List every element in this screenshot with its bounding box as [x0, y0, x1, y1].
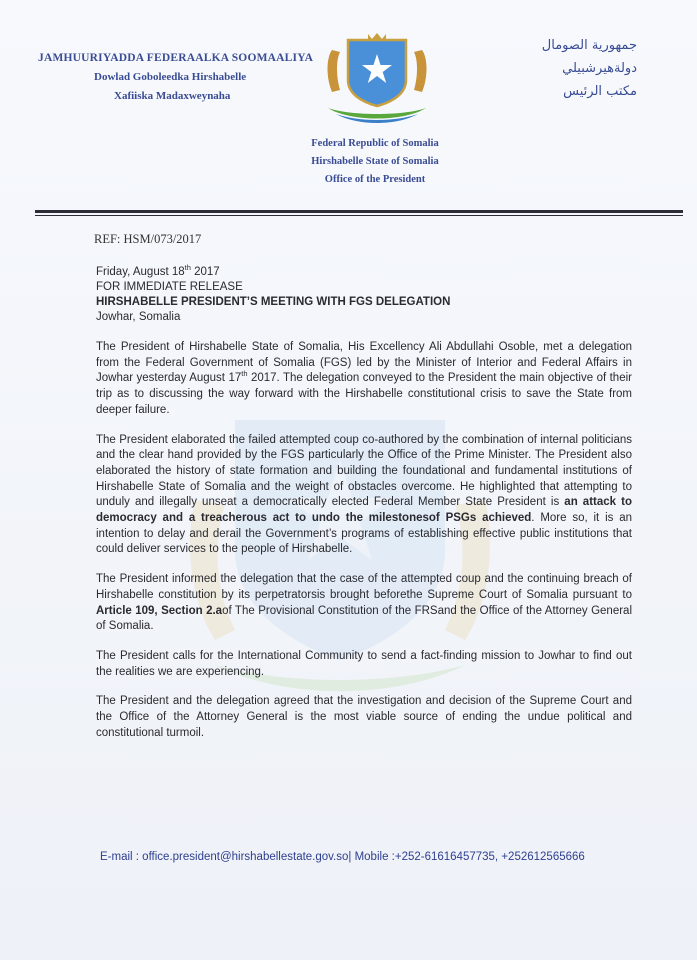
paragraph-2: [96, 433, 632, 559]
paragraph-1-text-a: The President of Hirshabelle State of Somalia, His Excellency Ali Abdullahi Osoble, met a delegation from the Federal Government of Somalia (FGS) led by the Minister of Interior and Federal Affairs in Jowhar yesterday August 17: [96, 341, 632, 385]
header-arabic-line2: دولةهيرشبيلي: [562, 61, 637, 76]
paragraph-3: [96, 572, 632, 635]
contact-footer: E-mail : office.president@hirshabellestate.gov.so| Mobile :+252-61616457735, +252612565666: [100, 851, 585, 863]
paragraph-1-sup: th: [241, 369, 248, 379]
release-meta: [96, 265, 450, 325]
release-label: FOR IMMEDIATE RELEASE: [96, 281, 243, 293]
paragraph-2-text-a: The President elaborated the failed attempted coup co-authored by the combination of internal politicians and the clear hand provided by the FGS particularly the Office of the Prime Minister. The President also elaborated the history of state formation and building the foundational and fundamental institutions of Hirshabelle State of Somalia and the weight of obstacles overcome. He highlighted that attempting to unduly and illegally unseat a democratically elected Federal Member State President is: [96, 433, 632, 509]
header-divider: [35, 210, 683, 213]
release-date-sup: th: [184, 263, 191, 273]
header-arabic: [477, 38, 637, 107]
letter-body: [96, 340, 632, 755]
paragraph-3-text-a: The President informed the delegation that the case of the attempted coup and the continuing breach of Hirshabelle constitution by its perpetratorsis brought beforethe Supreme Court of Somalia pursuant to: [96, 573, 632, 601]
paragraph-3-text-b: of The Provisional Constitution of the FRSand the Office of the Attorney General of Somalia.: [96, 604, 632, 633]
header-arabic-line1: جمهورية الصومال: [541, 38, 637, 53]
release-title: HIRSHABELLE PRESIDENT’S MEETING WITH FGS DELEGATION: [96, 296, 451, 308]
header-somali-line2: Dowlad Goboleedka Hirshabelle: [94, 71, 247, 83]
header-somali-line1: JAMHUURIYADDA FEDERAALKA SOOMAALIYA: [38, 52, 314, 64]
header-english-line2: Hirshabelle State of Somalia: [311, 156, 439, 167]
header-somali: [38, 52, 318, 102]
paragraph-5: The President and the delegation agreed that the investigation and decision of the Supreme Court and the Office of the Attorney General is the most viable source of ending the undue political and constitutional turmoil.: [96, 695, 632, 739]
paragraph-3-bold: Article 109, Section 2.a: [96, 604, 223, 617]
header-divider-thin: [35, 215, 683, 216]
paragraph-4: The President calls for the International Community to send a fact-finding mission to Jowhar to find out the realities we are experiencing.: [96, 649, 632, 678]
release-date: [96, 265, 450, 280]
release-location: Jowhar, Somalia: [96, 311, 181, 323]
release-date-year: 2017: [190, 266, 220, 278]
paragraph-1: [96, 340, 632, 419]
header-somali-line3: Xafiiska Madaxweynaha: [114, 90, 231, 102]
release-date-text: Friday, August 18: [96, 266, 185, 278]
reference-number: REF: HSM/073/2017: [94, 232, 202, 246]
coat-of-arms-emblem: [318, 30, 436, 130]
paragraph-2-text-b: . More so, it is an intention to delay and derail the Government’s programs of establishing effective public institutions that could deliver services to the people of Hirshabelle.: [96, 512, 632, 556]
header-arabic-line3: مكتب الرئيس: [563, 84, 637, 99]
header-english-line3: Office of the President: [324, 174, 426, 185]
header-english-line1: Federal Republic of Somalia: [311, 138, 439, 149]
paragraph-1-text-b: 2017. The delegation conveyed to the President the main objective of their trip as to discussing the way forward with the Hirshabelle constitutional crisis to save the State from deeper failure.: [96, 372, 632, 416]
paragraph-2-bold: an attack to democracy and a treacherous act to undo the milestonesof PSGs achieved: [96, 496, 632, 525]
header-english: [300, 138, 450, 192]
